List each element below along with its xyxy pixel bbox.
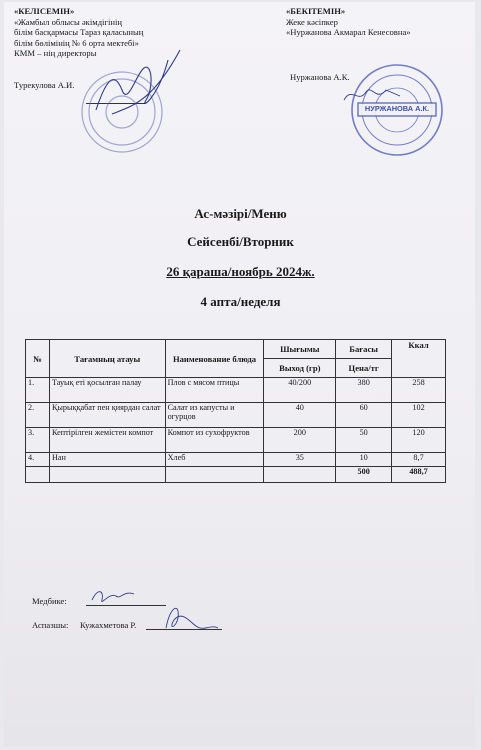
menu-date: 26 қараша/ноябрь 2024ж. (166, 264, 315, 279)
total-price: 500 (336, 467, 392, 483)
table-header-row (26, 340, 446, 359)
approval-left-line: «Жамбыл облысы әкімдігінің (14, 16, 122, 27)
cell-name-ru: Хлеб (165, 453, 264, 467)
table-row (26, 453, 446, 467)
header-kcal: Ккал (392, 340, 446, 378)
cell-num: 4. (26, 453, 50, 467)
cell-num: 3. (26, 428, 50, 453)
cell-kcal: 8,7 (392, 453, 446, 467)
nurse-signature (90, 586, 136, 608)
table-row (26, 403, 446, 428)
table-row (26, 378, 446, 403)
cell-name-ru: Компот из сухофруктов (165, 428, 264, 453)
approval-left-signer: Турекулова А.И. (14, 79, 75, 90)
approval-right-heading: «БЕКІТЕМІН» (286, 6, 346, 16)
cell-output: 40/200 (264, 378, 336, 403)
cell-name-kz: Кептірілген жемістен компот (49, 428, 165, 453)
approval-right-line: «Нуржанова Акмарал Кенесовна» (286, 27, 411, 38)
total-kcal: 488,7 (392, 467, 446, 483)
entrepreneur-signature (342, 82, 402, 106)
cell-empty (165, 467, 264, 483)
menu-title: Ас-мәзірі/Меню (194, 206, 287, 221)
header-output-kz: Шығымы (264, 340, 336, 359)
cell-empty (264, 467, 336, 483)
cell-empty (26, 467, 50, 483)
nurse-label: Медбике: (32, 596, 67, 606)
menu-day: Сейсенбі/Вторник (187, 234, 294, 249)
cell-name-kz: Тауық еті қосылған палау (49, 378, 165, 403)
cell-name-ru: Салат из капусты и огурцов (165, 403, 264, 428)
header-name-ru: Наименование блюда (165, 340, 264, 378)
menu-week: 4 апта/неделя (200, 294, 281, 309)
director-signature (92, 40, 182, 122)
header-price-kz: Бағасы (336, 340, 392, 359)
cook-name: Кужахметова Р. (80, 620, 137, 630)
cell-empty (49, 467, 165, 483)
header-num: № (26, 340, 50, 378)
menu-table (25, 339, 446, 483)
cell-price: 10 (336, 453, 392, 467)
approval-left-line: білім бөлімінің № 6 орта мектебі» (14, 37, 139, 48)
approval-left-line: білім басқармасы Тараз қаласының (14, 27, 144, 38)
approval-right-signer: Нуржанова А.К. (290, 71, 350, 82)
cell-name-kz: Қырыққабат пен қиярдан салат (49, 403, 165, 428)
header-name-kz: Тағамның атауы (49, 340, 165, 378)
header-output-ru: Выход (гр) (264, 359, 336, 378)
cell-kcal: 102 (392, 403, 446, 428)
approval-right-line: Жеке кәсіпкер (286, 16, 338, 27)
cook-label: Аспазшы: (32, 620, 69, 630)
cell-num: 1. (26, 378, 50, 403)
cook-signature (160, 600, 220, 636)
approval-left-heading: «КЕЛІСЕМІН» (14, 6, 75, 16)
cell-price: 50 (336, 428, 392, 453)
cell-kcal: 258 (392, 378, 446, 403)
cell-output: 40 (264, 403, 336, 428)
cell-output: 35 (264, 453, 336, 467)
cell-name-ru: Плов с мясом птицы (165, 378, 264, 403)
cell-kcal: 120 (392, 428, 446, 453)
table-total-row (26, 467, 446, 483)
header-price-ru: Цена/тг (336, 359, 392, 378)
table-row (26, 428, 446, 453)
stamp-name: НУРЖАНОВА А.К. (364, 104, 430, 113)
approval-left-line: КММ – нің директоры (14, 48, 97, 59)
cell-name-kz: Нан (49, 453, 165, 467)
cell-price: 60 (336, 403, 392, 428)
cell-num: 2. (26, 403, 50, 428)
cell-price: 380 (336, 378, 392, 403)
cell-output: 200 (264, 428, 336, 453)
